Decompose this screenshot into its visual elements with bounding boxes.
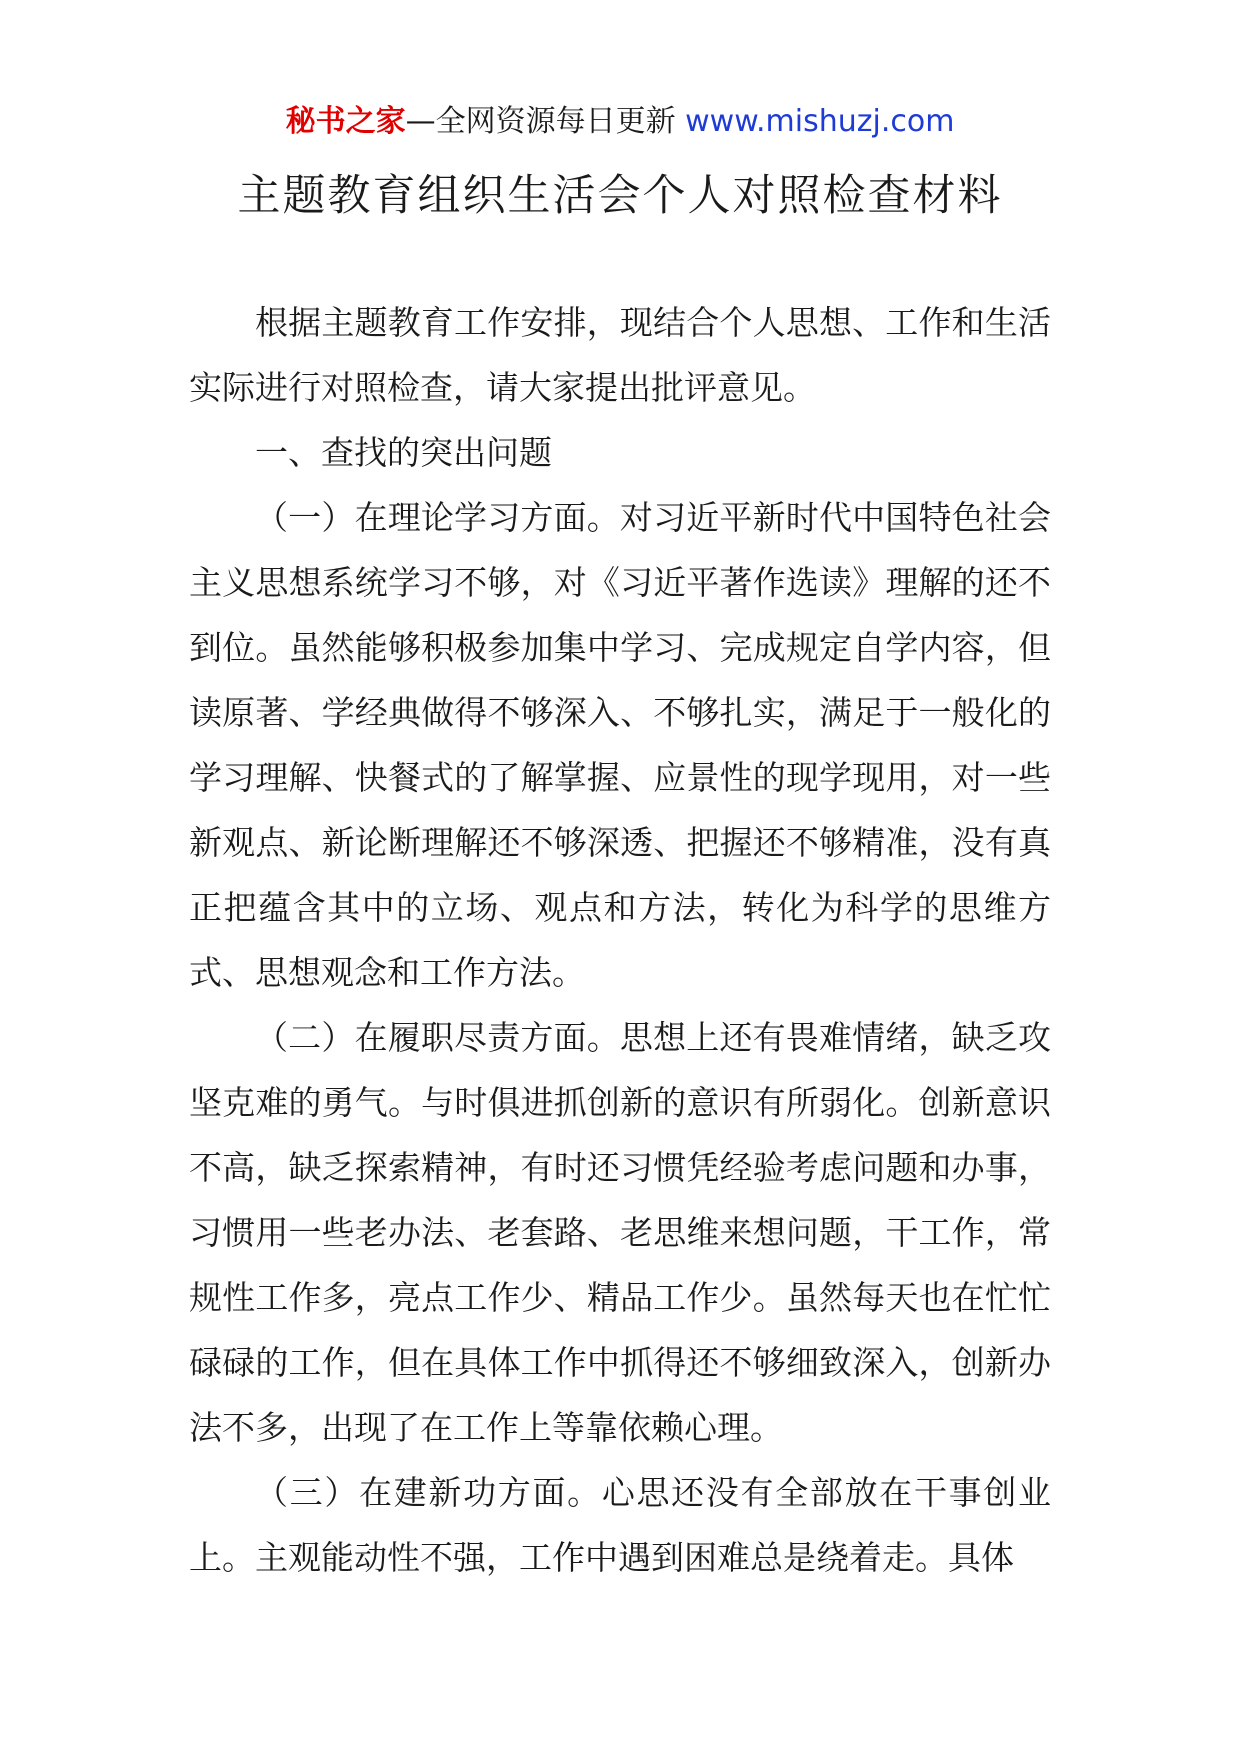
document-body xyxy=(189,290,1051,1590)
site-url-link[interactable]: www.mishuzj.com xyxy=(685,104,955,139)
site-slogan: —全网资源每日更新 xyxy=(405,104,686,139)
paragraph-new-achievements: （三）在建新功方面。心思还没有全部放在干事创业上。主观能动性不强，工作中遇到困难总是绕着走。具体 xyxy=(189,1473,1051,1577)
paragraph-duty-performance: （二）在履职尽责方面。思想上还有畏难情绪，缺乏攻坚克难的勇气。与时俱进抓创新的意识有所弱化。创新意识不高，缺乏探索精神，有时还习惯凭经验考虑问题和办事，习惯用一些老办法、老套路、老思维来想问题，干工作，常规性工作多，亮点工作少、精品工作少。虽然每天也在忙忙碌碌的工作，但在具体工作中抓得还不够细致深入，创新办法不多，出现了在工作上等靠依赖心理。 xyxy=(189,1018,1051,1447)
paragraph-theory-study: （一）在理论学习方面。对习近平新时代中国特色社会主义思想系统学习不够，对《习近平著作选读》理解的还不到位。虽然能够积极参加集中学习、完成规定自学内容，但读原著、学经典做得不够深入、不够扎实，满足于一般化的学习理解、快餐式的了解掌握、应景性的现学现用，对一些新观点、新论断理解还不够深透、把握还不够精准，没有真正把蕴含其中的立场、观点和方法，转化为科学的思维方式、思想观念和工作方法。 xyxy=(189,498,1051,992)
site-brand: 秘书之家 xyxy=(285,104,406,139)
document-title: 主题教育组织生活会个人对照检查材料 xyxy=(237,171,1003,221)
section-heading: 一、查找的突出问题 xyxy=(255,433,552,472)
intro-paragraph: 根据主题教育工作安排，现结合个人思想、工作和生活实际进行对照检查，请大家提出批评意见。 xyxy=(189,303,1051,407)
site-header xyxy=(0,100,1240,144)
